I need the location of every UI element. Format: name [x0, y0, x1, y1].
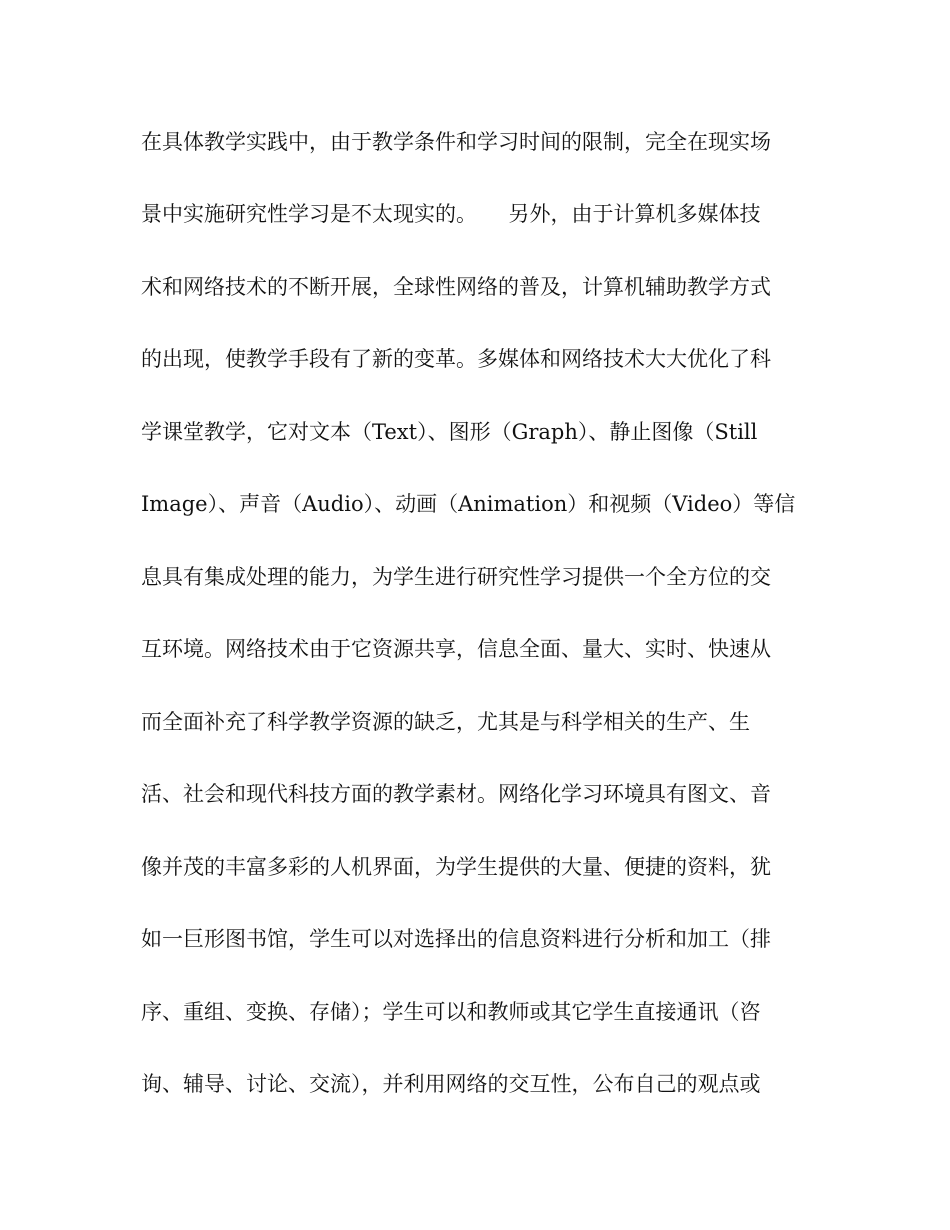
text-line-5: 学课堂教学，它对文本（Text）、图形（Graph）、静止图像（Still — [141, 420, 758, 444]
text-line-7: 息具有集成处理的能力，为学生进行研究性学习提供一个全方位的交 — [141, 565, 771, 589]
text-line-11: 像并茂的丰富多彩的人机界面，为学生提供的大量、便捷的资料，犹 — [141, 855, 771, 879]
text-line-4: 的出现，使教学手段有了新的变革。多媒体和网络技术大大优化了科 — [141, 347, 771, 371]
text-line-13: 序、重组、变换、存储）；学生可以和教师或其它学生直接通讯（咨 — [141, 1000, 761, 1024]
text-line-8: 互环境。网络技术由于它资源共享，信息全面、量大、实时、快速从 — [141, 637, 771, 661]
text-line-6: Image）、声音（Audio）、动画（Animation）和视频（Video）等信 — [141, 492, 796, 516]
text-line-1: 在具体教学实践中，由于教学条件和学习时间的限制，完全在现实场 — [141, 130, 771, 154]
text-line-12: 如一巨形图书馆，学生可以对选择出的信息资料进行分析和加工（排 — [141, 927, 771, 951]
text-line-9: 而全面补充了科学教学资源的缺乏，尤其是与科学相关的生产、生 — [141, 710, 750, 734]
text-line-3: 术和网络技术的不断开展，全球性网络的普及，计算机辅助教学方式 — [141, 275, 771, 299]
text-line-10: 活、社会和现代科技方面的教学素材。网络化学习环境具有图文、音 — [141, 782, 771, 806]
text-line-14: 询、辅导、讨论、交流），并利用网络的交互性，公布自己的观点或 — [141, 1072, 761, 1096]
text-line-2: 景中实施研究性学习是不太现实的。 另外，由于计算机多媒体技 — [141, 202, 761, 226]
